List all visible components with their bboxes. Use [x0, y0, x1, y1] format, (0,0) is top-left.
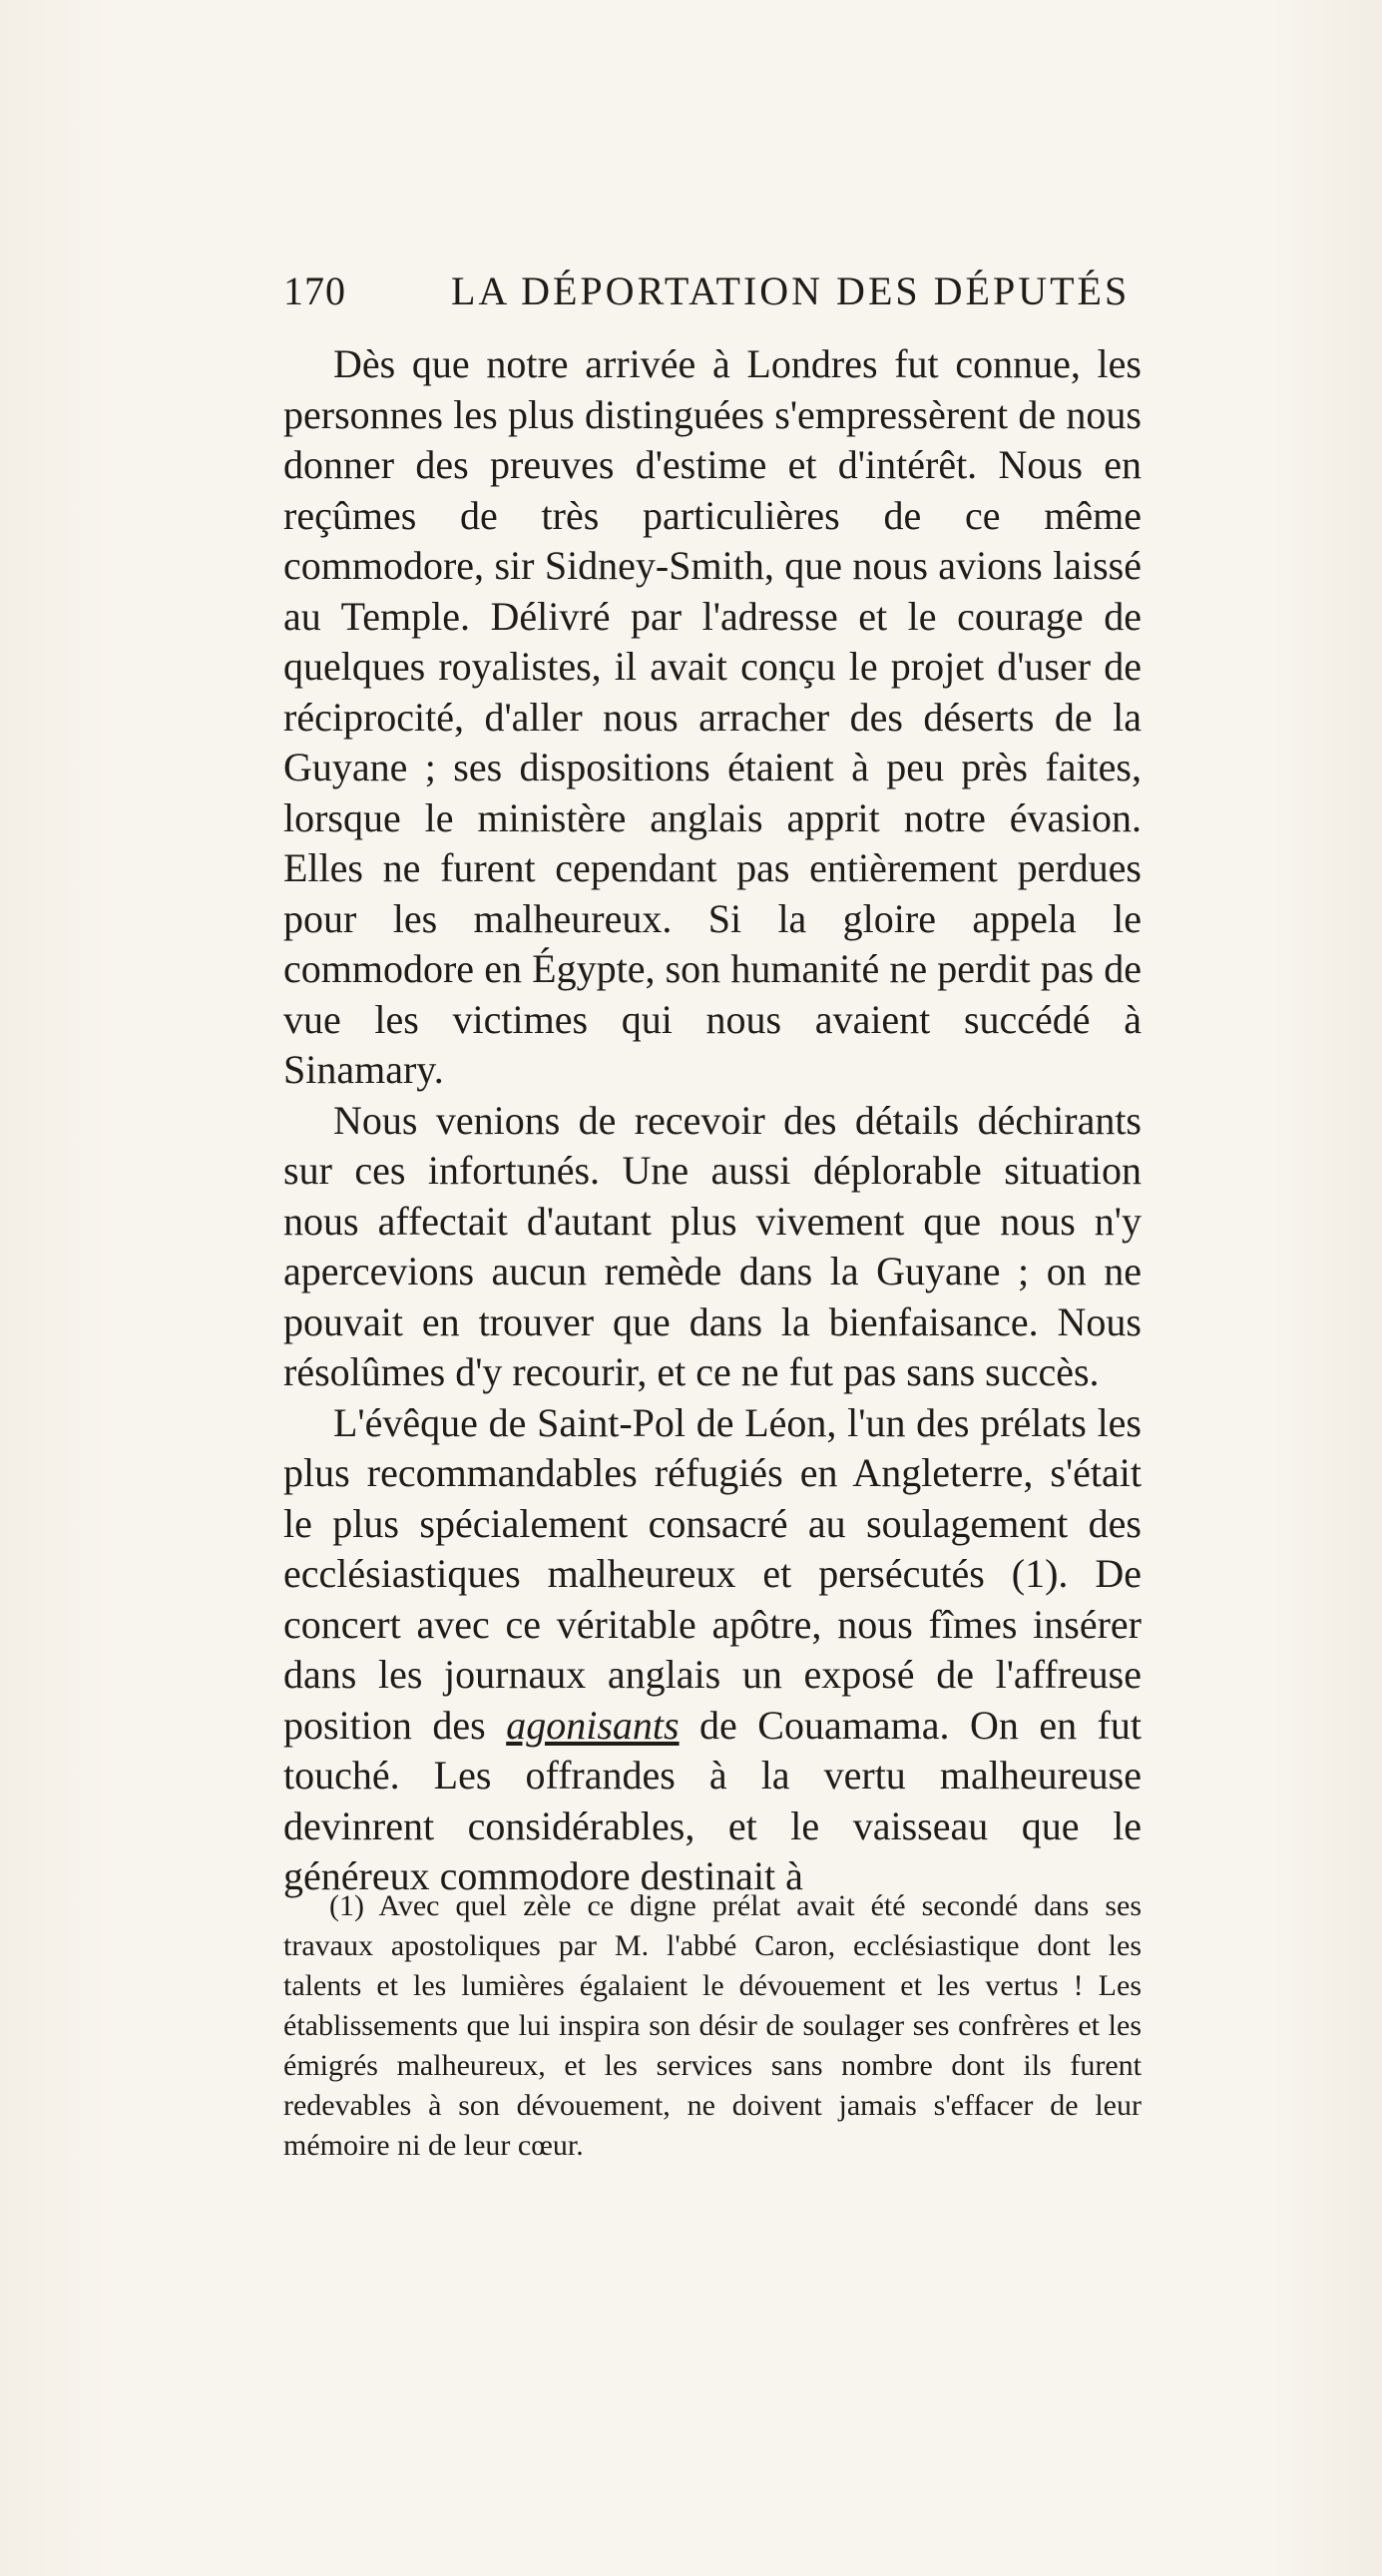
footnote — [283, 1886, 1142, 2166]
paragraph: Nous venions de recevoir des détails déchirants sur ces infortunés. Une aussi déplorable situation nous affectait d'autant plus vivement que nous n'y apercevions aucun remède dans la Guyane ; on ne pouvait en trouver que dans la bienfaisance. Nous résolûmes d'y recourir, et ce ne fut pas sans succès. — [283, 1097, 1142, 1394]
paragraph: Dès que notre arrivée à Londres fut connue, les personnes les plus distinguées s'empressèrent de nous donner des preuves d'estime et d'intérêt. Nous en reçûmes de très particulières de ce même commodore, sir Sidney-Smith, que nous avions laissé au Temple. Délivré par l'adresse et le courage de quelques royalistes, il avait conçu le projet d'user de réciprocité, d'aller nous arracher des déserts de la Guyane ; ses dispositions étaient à peu près faites, lorsque le ministère anglais apprit notre évasion. Elles ne furent cependant pas entièrement perdues pour les malheureux. Si la gloire appela le commodore en Égypte, son humanité ne perdit pas de vue les victimes qui nous avaient succédé à Sinamary. — [283, 341, 1142, 1092]
main-text — [283, 339, 1142, 1902]
paragraph — [283, 1398, 1142, 1902]
page-number: 170 — [283, 268, 346, 313]
footnote-text: (1) Avec quel zèle ce digne prélat avait été secondé dans ses travaux apostoliques par M. l'abbé Caron, ecclésiastique dont les talents et les lumières égalaient le dévouement et les vertus ! Les établissements que lui inspira son désir de soulager ses confrères et les émigrés malheureux, et les services sans nombre dont ils furent redevables à son dévouement, ne doivent jamais s'effacer de leur mémoire ni de leur cœur. — [283, 1889, 1142, 2162]
paragraph-text: L'évêque de Saint-Pol de Léon, l'un des prélats les plus recommandables réfugiés en Angleterre, s'était le plus spécialement consacré au soulagement des ecclésiastiques malheureux et persécutés (1). De concert avec ce véritable apôtre, nous fîmes insérer dans les journaux anglais un exposé de l'affreuse position des — [283, 1399, 1142, 1748]
page-header — [283, 267, 1142, 317]
italic-term: agonisants — [506, 1702, 680, 1748]
running-title: LA DÉPORTATION DES DÉPUTÉS — [451, 268, 1131, 313]
paragraph-text: de Couamama. On en fut touché. Les offrandes à la vertu malheureuse devinrent considérables, et le vaisseau que le généreux commodore destinait à — [283, 1702, 1142, 1898]
